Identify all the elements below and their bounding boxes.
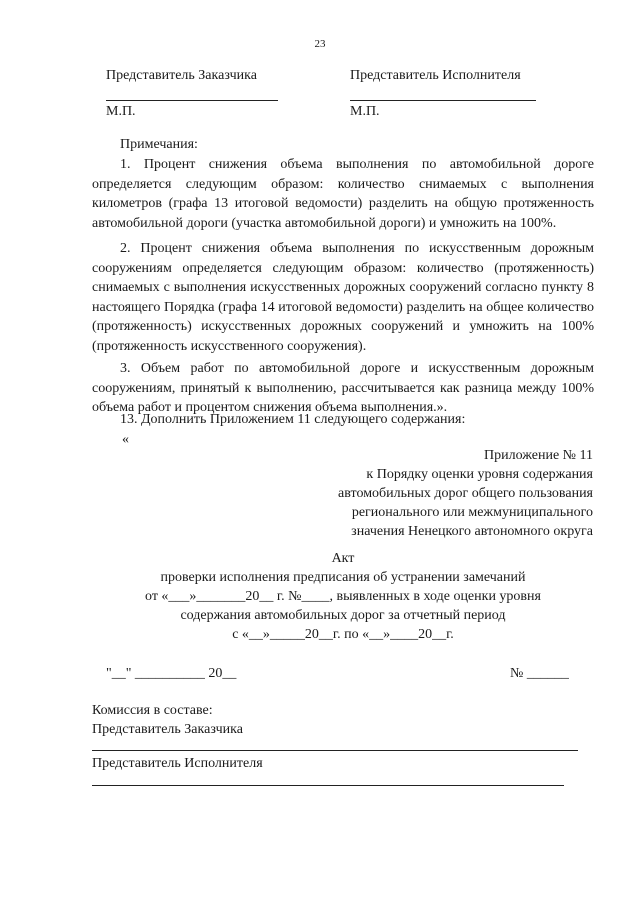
appendix-line-2: автомобильных дорог общего пользования (338, 486, 593, 501)
act-line-3: содержания автомобильных дорог за отчетный период (180, 608, 506, 623)
act-block (92, 549, 594, 644)
note-2: 2. Процент снижения объема выполнения по искусственным дорожным сооружениям определяется следующим образом: количество (протяженность) снимаемых с выполнения искусственных дорожных сооружений согласно пункту 8 настоящего Порядка (графа 14 итоговой ведомости) разделить на общее количество (протяженность) искусственных дорожных сооружений и умножить на 100% (протяженность искусственного сооружения). (92, 241, 594, 354)
commission-label: Комиссия в составе: (92, 703, 213, 718)
appendix-line-1: к Порядку оценки уровня содержания (366, 467, 593, 482)
date-field: "__" __________ 20__ (106, 666, 237, 681)
appendix-header (263, 446, 593, 541)
stamp-right: М.П. (350, 104, 380, 119)
addition-line: 13. Дополнить Приложением 11 следующего содержания: (120, 412, 466, 427)
note-3: 3. Объем работ по автомобильной дороге и искусственным дорожным сооружениям, принятый к выполнению, рассчитывается как разница между 100% объема работ и процентом снижения объема выполнения.». (92, 361, 594, 416)
stamp-left: М.П. (106, 104, 136, 119)
act-title: Акт (331, 551, 355, 566)
appendix-line-3: регионального или межмуниципального (351, 505, 593, 520)
act-line-2: от «___»_______20__ г. №____, выявленных в ходе оценки уровня (145, 589, 541, 604)
contractor-name-line (92, 785, 564, 786)
contractor-signature-line (350, 100, 536, 101)
contractor-representative-label: Представитель Исполнителя (350, 68, 521, 83)
customer-representative-label: Представитель Заказчика (106, 68, 257, 83)
appendix-line-4: значения Ненецкого автономного округа (351, 524, 593, 539)
act-line-4: с «__»_____20__г. по «__»____20__г. (232, 627, 454, 642)
commission-customer-rep: Представитель Заказчика (92, 722, 243, 737)
note-1: 1. Процент снижения объема выполнения по автомобильной дороге определяется следующим образом: количество снимаемых с выполнения километров (графа 13 итоговой ведомости) разделить на общую протяженность автомобильной дороги (участка автомобильной дороги) и умножить на 100%. (92, 157, 594, 231)
quote-open: « (122, 432, 129, 447)
customer-signature-line (106, 100, 278, 101)
act-line-1: проверки исполнения предписания об устранении замечаний (160, 570, 526, 585)
act-number-field: № ______ (510, 666, 569, 681)
notes-heading: Примечания: (120, 137, 198, 152)
page-number: 23 (314, 38, 326, 50)
customer-name-line (92, 750, 578, 751)
appendix-number: Приложение № 11 (484, 448, 593, 463)
commission-contractor-rep: Представитель Исполнителя (92, 756, 263, 771)
